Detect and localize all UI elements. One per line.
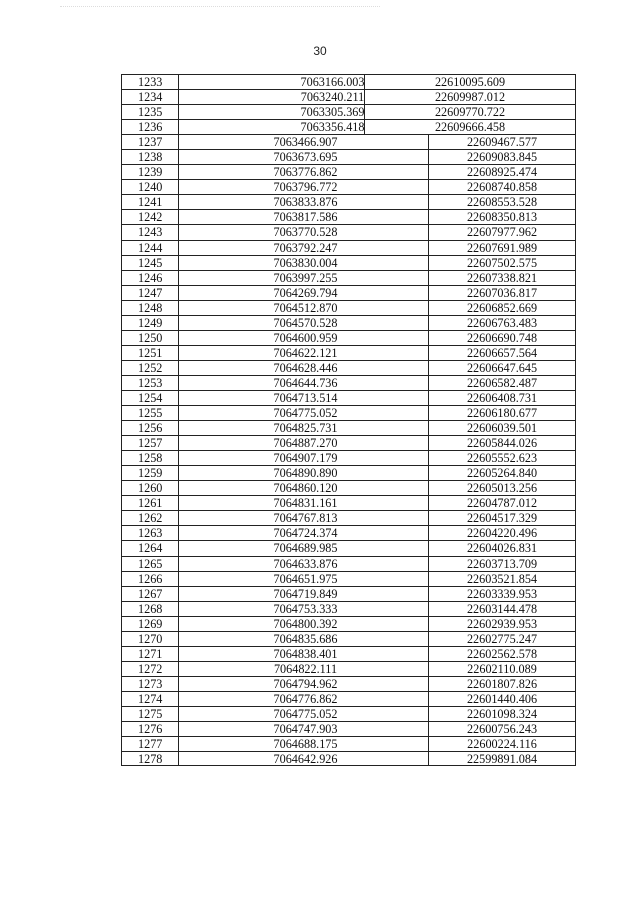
x-coordinate-cell: 7064775.052 <box>273 406 338 421</box>
point-number-cell: 1234 <box>121 90 179 104</box>
scan-artifact-dots <box>60 6 380 10</box>
table-row <box>121 194 576 209</box>
point-number-cell: 1271 <box>121 647 179 661</box>
point-number-cell: 1254 <box>121 391 179 405</box>
point-number-cell: 1258 <box>121 451 179 465</box>
table-row <box>121 721 576 736</box>
table-row <box>121 315 576 330</box>
table-row <box>121 209 576 224</box>
x-coordinate-cell: 7064719.849 <box>273 586 338 601</box>
point-number-cell: 1262 <box>121 511 179 525</box>
table-row <box>121 375 576 390</box>
table-row <box>121 495 576 510</box>
y-coordinate-cell: 22606408.731 <box>428 391 576 405</box>
point-number-cell: 1233 <box>121 75 179 89</box>
point-number-cell: 1248 <box>121 301 179 315</box>
table-row <box>121 390 576 405</box>
y-coordinate-cell: 22606647.645 <box>428 361 576 375</box>
point-number-cell: 1243 <box>121 225 179 239</box>
x-coordinate-cell: 7064713.514 <box>273 390 338 405</box>
y-coordinate-cell: 22609666.458 <box>364 120 576 134</box>
table-row <box>121 450 576 465</box>
y-coordinate-cell: 22606180.677 <box>428 406 576 420</box>
point-number-cell: 1250 <box>121 331 179 345</box>
table-row <box>121 149 576 164</box>
y-coordinate-cell: 22608350.813 <box>428 210 576 224</box>
y-coordinate-cell: 22604026.831 <box>428 541 576 555</box>
point-number-cell: 1275 <box>121 707 179 721</box>
x-coordinate-cell: 7064633.876 <box>273 556 338 571</box>
y-coordinate-cell: 22602775.247 <box>428 632 576 646</box>
table-row <box>121 586 576 601</box>
point-number-cell: 1255 <box>121 406 179 420</box>
y-coordinate-cell: 22602562.578 <box>428 647 576 661</box>
y-coordinate-cell: 22606852.669 <box>428 301 576 315</box>
point-number-cell: 1272 <box>121 662 179 676</box>
point-number-cell: 1246 <box>121 271 179 285</box>
x-coordinate-cell: 7064688.175 <box>273 737 338 752</box>
point-number-cell: 1276 <box>121 722 179 736</box>
y-coordinate-cell: 22604220.496 <box>428 526 576 540</box>
x-coordinate-cell: 7064775.052 <box>273 706 338 721</box>
y-coordinate-cell: 22606582.487 <box>428 376 576 390</box>
point-number-cell: 1261 <box>121 496 179 510</box>
table-row <box>121 435 576 450</box>
point-number-cell: 1273 <box>121 677 179 691</box>
y-coordinate-cell: 22609770.722 <box>364 105 576 119</box>
point-number-cell: 1264 <box>121 541 179 555</box>
point-number-cell: 1278 <box>121 752 179 765</box>
coordinates-table <box>121 74 576 766</box>
x-coordinate-cell: 7063240.211 <box>300 90 365 105</box>
y-coordinate-cell: 22606657.564 <box>428 346 576 360</box>
point-number-cell: 1260 <box>121 481 179 495</box>
table-row <box>121 74 576 89</box>
point-number-cell: 1242 <box>121 210 179 224</box>
x-coordinate-cell: 7063466.907 <box>273 135 338 150</box>
point-number-cell: 1277 <box>121 737 179 751</box>
y-coordinate-cell: 22603521.854 <box>428 572 576 586</box>
x-coordinate-cell: 7064622.121 <box>273 345 338 360</box>
table-row <box>121 360 576 375</box>
point-number-cell: 1239 <box>121 165 179 179</box>
table-row <box>121 616 576 631</box>
x-coordinate-cell: 7064907.179 <box>273 451 338 466</box>
table-row <box>121 691 576 706</box>
x-coordinate-cell: 7063997.255 <box>273 270 338 285</box>
x-coordinate-cell: 7063792.247 <box>273 240 338 255</box>
x-coordinate-cell: 7064800.392 <box>273 616 338 631</box>
table-row <box>121 300 576 315</box>
x-coordinate-cell: 7063830.004 <box>273 255 338 270</box>
table-row <box>121 255 576 270</box>
point-number-cell: 1236 <box>121 120 179 134</box>
x-coordinate-cell: 7063776.862 <box>273 165 338 180</box>
y-coordinate-cell: 22609083.845 <box>428 150 576 164</box>
table-row <box>121 465 576 480</box>
point-number-cell: 1238 <box>121 150 179 164</box>
y-coordinate-cell: 22607691.989 <box>428 241 576 255</box>
y-coordinate-cell: 22606039.501 <box>428 421 576 435</box>
table-row <box>121 510 576 525</box>
y-coordinate-cell: 22608925.474 <box>428 165 576 179</box>
table-row <box>121 571 576 586</box>
table-row <box>121 601 576 616</box>
x-coordinate-cell: 7064724.374 <box>273 526 338 541</box>
table-row <box>121 119 576 134</box>
y-coordinate-cell: 22605844.026 <box>428 436 576 450</box>
point-number-cell: 1247 <box>121 286 179 300</box>
x-coordinate-cell: 7064825.731 <box>273 421 338 436</box>
y-coordinate-cell: 22603713.709 <box>428 557 576 571</box>
table-row <box>121 751 576 766</box>
page-number: 30 <box>313 44 327 58</box>
point-number-cell: 1241 <box>121 195 179 209</box>
x-coordinate-cell: 7064689.985 <box>273 541 338 556</box>
y-coordinate-cell: 22605013.256 <box>428 481 576 495</box>
point-number-cell: 1274 <box>121 692 179 706</box>
x-coordinate-cell: 7063356.418 <box>300 120 365 135</box>
y-coordinate-cell: 22600756.243 <box>428 722 576 736</box>
x-coordinate-cell: 7064835.686 <box>273 631 338 646</box>
point-number-cell: 1267 <box>121 587 179 601</box>
y-coordinate-cell: 22608740.858 <box>428 180 576 194</box>
table-row <box>121 525 576 540</box>
x-coordinate-cell: 7063166.003 <box>300 75 365 89</box>
x-coordinate-cell: 7064642.926 <box>273 752 338 767</box>
point-number-cell: 1253 <box>121 376 179 390</box>
y-coordinate-cell: 22609467.577 <box>428 135 576 149</box>
y-coordinate-cell: 22603144.478 <box>428 602 576 616</box>
table-row <box>121 224 576 239</box>
y-coordinate-cell: 22609987.012 <box>364 90 576 104</box>
x-coordinate-cell: 7064570.528 <box>273 315 338 330</box>
x-coordinate-cell: 7064831.161 <box>273 496 338 511</box>
point-number-cell: 1240 <box>121 180 179 194</box>
table-row <box>121 89 576 104</box>
point-number-cell: 1266 <box>121 572 179 586</box>
x-coordinate-cell: 7064628.446 <box>273 360 338 375</box>
table-row <box>121 420 576 435</box>
table-row <box>121 164 576 179</box>
x-coordinate-cell: 7064776.862 <box>273 691 338 706</box>
point-number-cell: 1245 <box>121 256 179 270</box>
table-row <box>121 240 576 255</box>
point-number-cell: 1237 <box>121 135 179 149</box>
x-coordinate-cell: 7064512.870 <box>273 300 338 315</box>
table-row <box>121 179 576 194</box>
point-number-cell: 1235 <box>121 105 179 119</box>
point-number-cell: 1249 <box>121 316 179 330</box>
x-coordinate-cell: 7063305.369 <box>300 105 365 120</box>
y-coordinate-cell: 22607036.817 <box>428 286 576 300</box>
point-number-cell: 1263 <box>121 526 179 540</box>
table-row <box>121 104 576 119</box>
x-coordinate-cell: 7064269.794 <box>273 285 338 300</box>
x-coordinate-cell: 7064860.120 <box>273 481 338 496</box>
x-coordinate-cell: 7064838.401 <box>273 646 338 661</box>
point-number-cell: 1256 <box>121 421 179 435</box>
table-row <box>121 736 576 751</box>
x-coordinate-cell: 7064644.736 <box>273 375 338 390</box>
y-coordinate-cell: 22606690.748 <box>428 331 576 345</box>
y-coordinate-cell: 22604787.012 <box>428 496 576 510</box>
table-row <box>121 270 576 285</box>
y-coordinate-cell: 22610095.609 <box>364 75 576 89</box>
y-coordinate-cell: 22607977.962 <box>428 225 576 239</box>
point-number-cell: 1257 <box>121 436 179 450</box>
x-coordinate-cell: 7064890.890 <box>273 466 338 481</box>
y-coordinate-cell: 22601098.324 <box>428 707 576 721</box>
point-number-cell: 1269 <box>121 617 179 631</box>
x-coordinate-cell: 7064753.333 <box>273 601 338 616</box>
x-coordinate-cell: 7063673.695 <box>273 150 338 165</box>
y-coordinate-cell: 22604517.329 <box>428 511 576 525</box>
x-coordinate-cell: 7063817.586 <box>273 210 338 225</box>
y-coordinate-cell: 22607502.575 <box>428 256 576 270</box>
x-coordinate-cell: 7064651.975 <box>273 571 338 586</box>
point-number-cell: 1265 <box>121 557 179 571</box>
table-row <box>121 556 576 571</box>
table-row <box>121 631 576 646</box>
x-coordinate-cell: 7064747.903 <box>273 722 338 737</box>
table-row <box>121 285 576 300</box>
y-coordinate-cell: 22603339.953 <box>428 587 576 601</box>
y-coordinate-cell: 22601440.406 <box>428 692 576 706</box>
y-coordinate-cell: 22605264.840 <box>428 466 576 480</box>
table-row <box>121 405 576 420</box>
table-row <box>121 661 576 676</box>
table-row <box>121 540 576 555</box>
point-number-cell: 1259 <box>121 466 179 480</box>
y-coordinate-cell: 22608553.528 <box>428 195 576 209</box>
x-coordinate-cell: 7064887.270 <box>273 436 338 451</box>
y-coordinate-cell: 22607338.821 <box>428 271 576 285</box>
table-row <box>121 646 576 661</box>
table-row <box>121 706 576 721</box>
x-coordinate-cell: 7063770.528 <box>273 225 338 240</box>
table-row <box>121 330 576 345</box>
x-coordinate-cell: 7063796.772 <box>273 180 338 195</box>
point-number-cell: 1244 <box>121 241 179 255</box>
table-row <box>121 480 576 495</box>
y-coordinate-cell: 22599891.084 <box>428 752 576 765</box>
y-coordinate-cell: 22606763.483 <box>428 316 576 330</box>
table-row <box>121 676 576 691</box>
point-number-cell: 1252 <box>121 361 179 375</box>
point-number-cell: 1268 <box>121 602 179 616</box>
x-coordinate-cell: 7063833.876 <box>273 195 338 210</box>
y-coordinate-cell: 22601807.826 <box>428 677 576 691</box>
y-coordinate-cell: 22605552.623 <box>428 451 576 465</box>
point-number-cell: 1251 <box>121 346 179 360</box>
x-coordinate-cell: 7064822.111 <box>273 661 338 676</box>
y-coordinate-cell: 22602939.953 <box>428 617 576 631</box>
y-coordinate-cell: 22602110.089 <box>428 662 576 676</box>
x-coordinate-cell: 7064767.813 <box>273 511 338 526</box>
table-row <box>121 134 576 149</box>
x-coordinate-cell: 7064600.959 <box>273 330 338 345</box>
y-coordinate-cell: 22600224.116 <box>428 737 576 751</box>
x-coordinate-cell: 7064794.962 <box>273 676 338 691</box>
table-row <box>121 345 576 360</box>
point-number-cell: 1270 <box>121 632 179 646</box>
